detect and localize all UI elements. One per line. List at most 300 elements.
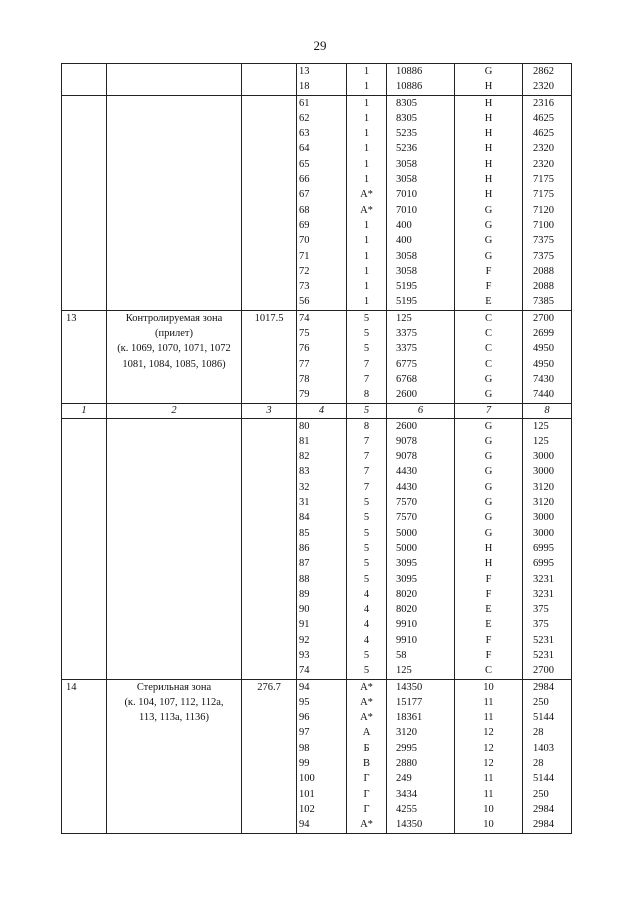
point-number: 67 [299, 189, 310, 201]
category: A* [360, 204, 373, 216]
point-number: 32 [299, 481, 310, 493]
zone-name-cell [107, 64, 242, 96]
category: 4 [363, 588, 370, 600]
category: Г [363, 803, 370, 815]
category: 5 [363, 328, 370, 340]
zone-code-column-cell [455, 418, 523, 679]
point-number: 86 [299, 542, 310, 554]
column-number-row [62, 403, 572, 418]
point-number: 80 [299, 420, 310, 432]
value-a-column-cell [387, 310, 455, 403]
zone-code: 11 [483, 773, 494, 785]
point-number: 85 [299, 527, 310, 539]
category-column-cell [347, 418, 387, 679]
value-b: 3120 [533, 497, 554, 509]
value-a: 3058 [396, 158, 417, 170]
value-a: 7570 [396, 497, 417, 509]
value-b: 2984 [533, 819, 554, 831]
value-b: 2700 [533, 665, 554, 677]
value-b: 2700 [533, 312, 554, 324]
value-b: 7385 [533, 296, 554, 308]
zone-code: H [484, 128, 493, 140]
zone-block-row [62, 418, 572, 679]
value-b: 7440 [533, 389, 554, 401]
category: A* [360, 712, 373, 724]
point-number: 95 [299, 696, 310, 708]
value-a: 4430 [396, 481, 417, 493]
zone-code-column-cell [455, 679, 523, 833]
point-number: 102 [299, 803, 315, 815]
value-b: 2699 [533, 328, 554, 340]
zone-code: H [484, 158, 493, 170]
category: Б [363, 742, 370, 754]
value-a: 8020 [396, 588, 417, 600]
zone-code: G [484, 219, 493, 231]
value-a: 8305 [396, 97, 417, 109]
zone-code: C [484, 343, 492, 355]
value-a: 3120 [396, 727, 417, 739]
category: 8 [363, 420, 370, 432]
value-a: 3095 [396, 558, 417, 570]
value-a: 7010 [396, 204, 417, 216]
point-number: 83 [299, 466, 310, 478]
value-b: 125 [533, 420, 549, 432]
value-a: 14350 [396, 819, 423, 831]
value-b: 7175 [533, 189, 554, 201]
zone-code: G [484, 250, 493, 262]
point-number: 63 [299, 128, 310, 140]
point-number: 31 [299, 497, 310, 509]
point-number: 64 [299, 143, 310, 155]
zone-code: 10 [483, 681, 494, 693]
value-b: 3000 [533, 512, 554, 524]
value-a: 9910 [396, 619, 417, 631]
category: 1 [363, 143, 370, 155]
value-a: 2880 [396, 758, 417, 770]
category: A [362, 727, 371, 739]
zone-code: F [485, 281, 492, 293]
value-b: 7100 [533, 219, 554, 231]
zone-id-cell [62, 64, 107, 96]
value-b: 28 [533, 727, 544, 739]
zone-code: G [484, 527, 493, 539]
column-number-cell: 3 [242, 403, 297, 418]
value-b: 250 [533, 696, 549, 708]
category: 7 [363, 358, 370, 370]
point-number: 62 [299, 112, 310, 124]
value-a: 3434 [396, 788, 417, 800]
value-b: 3000 [533, 527, 554, 539]
point-number: 66 [299, 174, 310, 186]
zone-id-cell [62, 679, 107, 833]
column-number-cell: 4 [297, 403, 347, 418]
value-a: 15177 [396, 696, 423, 708]
value-b: 3120 [533, 481, 554, 493]
value-a: 6768 [396, 373, 417, 385]
category: 1 [363, 281, 370, 293]
value-b: 3000 [533, 466, 554, 478]
zone-code: C [484, 328, 492, 340]
value-a: 58 [396, 649, 407, 661]
value-b: 2316 [533, 97, 554, 109]
point-number: 87 [299, 558, 310, 570]
value-a: 400 [396, 219, 412, 231]
zone-code: G [484, 435, 493, 447]
zone-code-column-cell [455, 310, 523, 403]
point-number: 13 [299, 66, 310, 77]
value-a: 4430 [396, 466, 417, 478]
value-a-column-cell [387, 418, 455, 679]
value-a: 7570 [396, 512, 417, 524]
zone-code: F [485, 634, 492, 646]
value-a: 5000 [396, 542, 417, 554]
value-a: 3095 [396, 573, 417, 585]
point-number-column-cell [297, 64, 347, 96]
zone-name-line: 1081, 1084, 1085, 1086) [122, 358, 226, 370]
zone-code: G [484, 451, 493, 463]
value-b-column-cell [523, 418, 572, 679]
point-number: 70 [299, 235, 310, 247]
value-b: 125 [533, 435, 549, 447]
zone-area-cell [242, 310, 297, 403]
value-b: 2862 [533, 66, 554, 77]
value-a: 14350 [396, 681, 423, 693]
zone-code: C [484, 312, 492, 324]
point-number: 100 [299, 773, 315, 785]
point-number-column-cell [297, 95, 347, 310]
zone-block-row [62, 64, 572, 96]
category: 4 [363, 619, 370, 631]
zone-area-cell [242, 64, 297, 96]
category: В [362, 758, 370, 770]
value-a: 10886 [396, 81, 423, 93]
value-b: 3231 [533, 588, 554, 600]
zone-code: 10 [483, 803, 494, 815]
value-a: 3058 [396, 265, 417, 277]
zone-name-cell [107, 310, 242, 403]
point-number: 56 [299, 296, 310, 308]
point-number: 72 [299, 265, 310, 277]
value-a: 4255 [396, 803, 417, 815]
value-b: 6995 [533, 542, 554, 554]
point-number: 94 [299, 681, 310, 693]
zone-block-row [62, 95, 572, 310]
category: A* [360, 189, 373, 201]
category: 5 [363, 558, 370, 570]
category: 1 [363, 265, 370, 277]
point-number: 79 [299, 389, 310, 401]
point-number: 18 [299, 81, 310, 93]
point-number: 75 [299, 328, 310, 340]
zone-code: G [484, 204, 493, 216]
value-b-column-cell [523, 95, 572, 310]
value-b: 28 [533, 758, 544, 770]
value-b: 5231 [533, 649, 554, 661]
point-number: 61 [299, 97, 310, 109]
value-a: 2995 [396, 742, 417, 754]
zone-id: 14 [66, 681, 77, 693]
zone-name-line: (к. 1069, 1070, 1071, 1072 [117, 343, 231, 355]
zone-name-cell [107, 418, 242, 679]
zone-code: G [484, 389, 493, 401]
value-a-column-cell [387, 64, 455, 96]
zone-area-cell [242, 418, 297, 679]
value-a: 400 [396, 235, 412, 247]
value-a: 5235 [396, 128, 417, 140]
point-number: 93 [299, 649, 310, 661]
category: 1 [363, 66, 370, 77]
category: A* [360, 681, 373, 693]
point-number: 97 [299, 727, 310, 739]
value-a: 9078 [396, 435, 417, 447]
point-number: 101 [299, 788, 315, 800]
page-number: 29 [313, 38, 327, 53]
zone-code: F [485, 265, 492, 277]
zone-code: H [484, 81, 493, 93]
zone-code: G [484, 235, 493, 247]
coordinates-table [61, 63, 572, 834]
value-a: 3058 [396, 250, 417, 262]
category: 7 [363, 451, 370, 463]
value-a: 18361 [396, 712, 423, 724]
point-number: 99 [299, 758, 310, 770]
category: 1 [363, 235, 370, 247]
value-a: 5236 [396, 143, 417, 155]
value-b: 2320 [533, 81, 554, 93]
zone-id-cell [62, 418, 107, 679]
zone-code: G [484, 512, 493, 524]
value-b: 6995 [533, 558, 554, 570]
category: Г [363, 788, 370, 800]
zone-name-cell [107, 95, 242, 310]
category: 5 [363, 512, 370, 524]
value-b: 2984 [533, 681, 554, 693]
zone-code: F [485, 588, 492, 600]
point-number: 65 [299, 158, 310, 170]
zone-id-cell [62, 95, 107, 310]
zone-code: G [484, 466, 493, 478]
value-a: 7010 [396, 189, 417, 201]
value-a: 2600 [396, 420, 417, 432]
zone-name-line: Контролируемая зона [125, 312, 223, 324]
value-a: 6775 [396, 358, 417, 370]
point-number: 73 [299, 281, 310, 293]
zone-area-cell [242, 95, 297, 310]
value-b: 5144 [533, 712, 554, 724]
point-number: 84 [299, 512, 310, 524]
value-b: 2320 [533, 158, 554, 170]
category: 5 [363, 573, 370, 585]
category-column-cell [347, 64, 387, 96]
category: 1 [363, 174, 370, 186]
value-b: 250 [533, 788, 549, 800]
value-a: 3375 [396, 328, 417, 340]
zone-name-line: Стерильная зона [136, 681, 212, 693]
zone-code-column-cell [455, 95, 523, 310]
value-b: 2984 [533, 803, 554, 815]
zone-code: F [485, 649, 492, 661]
zone-code: G [484, 66, 493, 77]
category: A* [360, 696, 373, 708]
column-number-cell: 6 [387, 403, 455, 418]
value-a: 10886 [396, 66, 423, 77]
zone-area: 1017.5 [254, 312, 284, 324]
category: 7 [363, 481, 370, 493]
value-b: 7375 [533, 250, 554, 262]
zone-code: H [484, 97, 493, 109]
category: 1 [363, 81, 370, 93]
value-a: 5195 [396, 281, 417, 293]
category: 1 [363, 112, 370, 124]
zone-code: 12 [483, 742, 494, 754]
zone-code: 11 [483, 696, 494, 708]
category: 1 [363, 97, 370, 109]
category: 5 [363, 497, 370, 509]
column-number-cell: 5 [347, 403, 387, 418]
point-number: 71 [299, 250, 310, 262]
zone-code: H [484, 189, 493, 201]
column-number-cell: 8 [523, 403, 572, 418]
point-number: 68 [299, 204, 310, 216]
value-a: 9910 [396, 634, 417, 646]
value-a: 5195 [396, 296, 417, 308]
zone-code: G [484, 497, 493, 509]
point-number: 91 [299, 619, 310, 631]
zone-code: 11 [483, 712, 494, 724]
value-b: 7120 [533, 204, 554, 216]
category-column-cell [347, 310, 387, 403]
value-b: 2088 [533, 265, 554, 277]
zone-id: 13 [66, 312, 77, 324]
point-number: 98 [299, 742, 310, 754]
zone-code: F [485, 573, 492, 585]
value-b: 375 [533, 604, 549, 616]
value-a-column-cell [387, 679, 455, 833]
value-b: 7375 [533, 235, 554, 247]
zone-code: C [484, 665, 492, 677]
point-number: 94 [299, 819, 310, 831]
point-number: 74 [299, 312, 310, 324]
value-b: 4950 [533, 343, 554, 355]
value-b: 2088 [533, 281, 554, 293]
zone-code: H [484, 558, 493, 570]
zone-code: E [485, 296, 492, 308]
zone-code: H [484, 174, 493, 186]
value-b-column-cell [523, 679, 572, 833]
value-a-column-cell [387, 95, 455, 310]
category: 1 [363, 128, 370, 140]
zone-code: G [484, 373, 493, 385]
value-b: 3231 [533, 573, 554, 585]
category: 1 [363, 250, 370, 262]
value-a: 125 [396, 312, 412, 324]
value-a: 8020 [396, 604, 417, 616]
value-a: 3375 [396, 343, 417, 355]
value-a: 3058 [396, 174, 417, 186]
category: Г [363, 773, 370, 785]
point-number-column-cell [297, 418, 347, 679]
zone-name-line: (к. 104, 107, 112, 112a, [124, 696, 224, 708]
point-number-column-cell [297, 310, 347, 403]
zone-code: G [484, 420, 493, 432]
zone-id-cell [62, 310, 107, 403]
category: 7 [363, 466, 370, 478]
value-b: 4625 [533, 128, 554, 140]
value-b: 1403 [533, 742, 554, 754]
zone-block-row [62, 310, 572, 403]
zone-area-cell [242, 679, 297, 833]
column-number-cell: 1 [62, 403, 107, 418]
category-column-cell [347, 679, 387, 833]
column-number-cell: 2 [107, 403, 242, 418]
value-a: 125 [396, 665, 412, 677]
zone-code-column-cell [455, 64, 523, 96]
column-number-cell: 7 [455, 403, 523, 418]
category: 8 [363, 389, 370, 401]
value-a: 5000 [396, 527, 417, 539]
category: 5 [363, 649, 370, 661]
value-b-column-cell [523, 310, 572, 403]
value-a: 9078 [396, 451, 417, 463]
value-b: 5231 [533, 634, 554, 646]
point-number: 77 [299, 358, 310, 370]
value-a: 8305 [396, 112, 417, 124]
point-number: 74 [299, 665, 310, 677]
category: 7 [363, 373, 370, 385]
value-b: 2320 [533, 143, 554, 155]
category: A* [360, 819, 373, 831]
category: 5 [363, 542, 370, 554]
zone-code: H [484, 542, 493, 554]
zone-area: 276.7 [257, 681, 281, 693]
zone-code: E [485, 604, 492, 616]
point-number: 89 [299, 588, 310, 600]
category: 5 [363, 312, 370, 324]
point-number: 69 [299, 219, 310, 231]
zone-code: 10 [483, 819, 494, 831]
zone-block-row [62, 679, 572, 833]
value-b: 7175 [533, 174, 554, 186]
zone-code: 12 [483, 758, 494, 770]
category-column-cell [347, 95, 387, 310]
category: 5 [363, 665, 370, 677]
value-b: 7430 [533, 373, 554, 385]
zone-code: 11 [483, 788, 494, 800]
category: 1 [363, 296, 370, 308]
zone-code: E [485, 619, 492, 631]
category: 1 [363, 219, 370, 231]
category: 5 [363, 527, 370, 539]
value-b: 3000 [533, 451, 554, 463]
value-a: 249 [396, 773, 412, 785]
point-number: 81 [299, 435, 310, 447]
value-b: 375 [533, 619, 549, 631]
category: 1 [363, 158, 370, 170]
zone-code: 12 [483, 727, 494, 739]
point-number: 88 [299, 573, 310, 585]
value-b: 4625 [533, 112, 554, 124]
point-number: 78 [299, 373, 310, 385]
point-number: 76 [299, 343, 310, 355]
point-number: 82 [299, 451, 310, 463]
zone-code: G [484, 481, 493, 493]
category: 7 [363, 435, 370, 447]
value-b: 4950 [533, 358, 554, 370]
point-number-column-cell [297, 679, 347, 833]
point-number: 90 [299, 604, 310, 616]
zone-code: C [484, 358, 492, 370]
zone-code: H [484, 112, 493, 124]
